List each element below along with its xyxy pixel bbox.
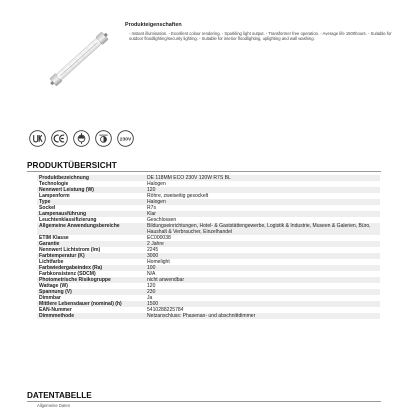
certification-icons [29, 130, 134, 147]
row-label: Spannung (V) [37, 289, 145, 295]
product-image [40, 18, 118, 100]
row-value: Ja [145, 295, 380, 301]
row-label: Farbkonsistenz (SDCM) [37, 271, 145, 277]
row-label: Lampenform [37, 193, 145, 199]
row-value: 230 [145, 289, 380, 295]
row-value: R7s [145, 205, 380, 211]
row-value: N/A [145, 271, 380, 277]
row-value: DE 118MM ECO 230V 120W R7S BL [145, 175, 380, 181]
overview-heading: PRODUKTÜBERSICHT [27, 161, 381, 172]
table-row [37, 223, 380, 235]
row-value: 1500 [145, 301, 380, 307]
row-value: Netzanschluss: Phasenan- und abschnittdimmer [145, 313, 380, 319]
row-value: Röhre, zweiseitig gesockelt [145, 193, 380, 199]
row-label: Nennwert Leistung (W) [37, 187, 145, 193]
row-label: Leuchtenklassifizierung [37, 217, 145, 223]
row-label: Farbtemperatur (K) [37, 253, 145, 259]
row-value: 120 [145, 283, 380, 289]
row-value: 5410288225784 [145, 307, 380, 313]
row-label: Lampenausführung [37, 211, 145, 217]
row-label: Dimmbar [37, 295, 145, 301]
row-value: Geschlossen [145, 217, 380, 223]
row-label: Sockel [37, 205, 145, 211]
data-table-subheading: Allgemeine Daten [37, 403, 71, 408]
table-row [37, 313, 380, 319]
row-value: Homelight [145, 259, 380, 265]
row-value: Halogen [145, 199, 380, 205]
230v-icon [117, 130, 134, 147]
dimmable-icon [95, 130, 112, 147]
row-label: EAN-Nummer [37, 307, 145, 313]
row-value: 2 Jahre [145, 241, 380, 247]
row-value: Bildungseinrichtungen, Hotel- & Gaststättengewerbe, Logistik & Industrie, Museen & Galerien, Büro, Haushalt & Verbraucher, Einzelhandel [145, 223, 380, 235]
lamp-base-icon [73, 130, 90, 147]
row-label: Nennwert Lichtstrom (lm) [37, 247, 145, 253]
row-value: 100 [145, 265, 380, 271]
row-label: Photometrische Risikogruppe [37, 277, 145, 283]
product-properties-title: Produkteigenschaften [125, 22, 182, 28]
row-label: ETIM Klasse [37, 235, 145, 241]
row-value: 120 [145, 187, 380, 193]
row-label: Allgemeine Anwendungsbereiche [37, 223, 145, 235]
row-value: Klar [145, 211, 380, 217]
row-label: Farbwiedergabeindex (Ra) [37, 265, 145, 271]
uk-marking-icon [29, 130, 46, 147]
product-properties-text: - Instant illumination. - Excellent colour rendering. - Sparkling light output. - Transformer free operation. - Average life 1500hours. - Suitable for outdoor floodlighting/security lighting. - Suitable for interior floodlighting, uplighting and wall washing. [129, 31, 392, 42]
row-label: Lichtfarbe [37, 259, 145, 265]
data-table-heading: DATENTABELLE [27, 391, 381, 402]
row-value: EC000038 [145, 235, 380, 241]
row-value: 3000 [145, 253, 380, 259]
ce-marking-icon [51, 130, 68, 147]
row-label: Garantie [37, 241, 145, 247]
row-label: Dimmmethode [37, 313, 145, 319]
row-label: Mittlere Lebensdauer (nominal) (h) [37, 301, 145, 307]
row-label: Type [37, 199, 145, 205]
230v-label: 230V [119, 137, 132, 143]
row-label: Wattage (W) [37, 283, 145, 289]
row-value: 2245 [145, 247, 380, 253]
row-value: Halogen [145, 181, 380, 187]
row-label: Produktbezeichnung [37, 175, 145, 181]
row-value: nicht anwendbar [145, 277, 380, 283]
product-properties [125, 22, 400, 42]
overview-table [37, 175, 380, 319]
row-label: Technologie [37, 181, 145, 187]
